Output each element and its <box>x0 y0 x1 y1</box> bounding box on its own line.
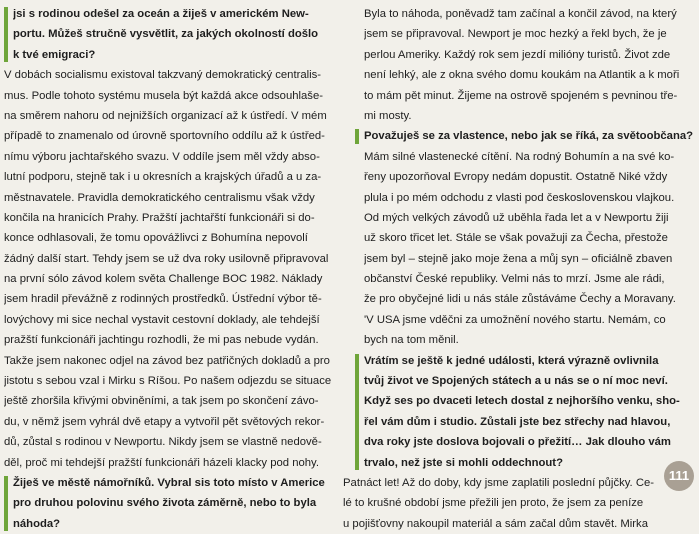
answer-line: u pojišťovny nakoupil materiál a sám začal dům stavět. Mirka <box>343 517 648 530</box>
question-fire <box>355 351 695 473</box>
answer-line: na první sólo závod kolem světa Challenge BOC 1982. Náklady <box>4 273 323 286</box>
question-patriot <box>355 126 695 146</box>
question-line: náhoda? <box>13 517 61 530</box>
answer-emigration <box>4 65 338 473</box>
page-number-badge: 111 <box>664 461 694 491</box>
question-line: dva roky jste doslova bojovali o přežití… Jak dlouho vám <box>364 436 671 449</box>
answer-line: bych na tom měnil. <box>364 334 459 347</box>
answer-line: mus. Podle tohoto systému musela být každá akce odsouhlaše- <box>4 89 323 102</box>
question-emigration <box>4 4 338 65</box>
answer-line: jsem se připravoval. Newport je moc hezký a řekl bych, že je <box>364 28 667 41</box>
answer-line: končila na hranicích Prahy. Pražští jachtařští funkcionáři si do- <box>4 211 315 224</box>
answer-line: du, v němž jsem vyhrál dvě etapy a vytvořil pět světových rekor- <box>4 415 325 428</box>
answer-patriot <box>343 147 695 351</box>
question-line: Vrátím se ještě k jedné události, která výrazně ovlivnila <box>364 354 659 367</box>
answer-line: žádný další start. Tehdy jsem se už dva roky usilovně připravoval <box>4 252 329 265</box>
answer-fire <box>343 473 695 534</box>
question-line: portu. Můžeš stručně vysvětlit, za jakých okolností došlo <box>13 28 319 41</box>
question-line: k tvé emigraci? <box>13 48 96 61</box>
answer-line: jistotu s sebou vzal i Mirku s Ríšou. Po našem odjezdu se situace <box>4 375 332 388</box>
answer-line: pražští funkcionáři jachtingu rozhodli, že mi pas nebude vydán. <box>4 334 319 347</box>
answer-line: jsem byl – stejně jako moje žena a můj syn – oficiálně zbaven <box>364 252 673 265</box>
right-column <box>343 4 695 534</box>
answer-line: není lehký, ale z okna svého domu koukám na Atlantik a k moři <box>364 69 680 82</box>
question-line: Žiješ ve městě námořníků. Vybral sis toto místo v Americe <box>13 476 325 489</box>
answer-line: konce odhlasovali, že tomu opovážlivci z Bohumína nepovolí <box>4 232 308 245</box>
answer-line: nímu výboru jachtařského svazu. V oddíle jsem měl vždy abso- <box>4 150 320 163</box>
answer-line: plula i po mém odchodu z vlasti pod československou vlajkou. <box>364 191 675 204</box>
answer-line: Mám silné vlastenecké cítění. Na rodný Bohumín a na své ko- <box>364 150 675 163</box>
answer-line: městnavatele. Pravidla demokratického centralismu však vždy <box>4 191 315 204</box>
answer-line: Od mých velkých závodů už uběhla řada let a v Newportu žiji <box>364 211 669 224</box>
question-line: tvůj život ve Spojených státech a u nás se o ní moc neví. <box>364 375 668 388</box>
answer-line: že pro obyčejné lidi u nás stále zůstáváme Čechy a Moravany. <box>364 293 676 306</box>
answer-line: Takže jsem nakonec odjel na závod bez patřičných dokladů a pro <box>4 354 330 367</box>
answer-line: jsem hradil převážně z rodinných prostředků. Ústřední výbor tě- <box>4 293 322 306</box>
answer-line: dů, zůstal s rodinou v Newportu. Nikdy jsem se vlastně nedově- <box>4 436 322 449</box>
answer-line: Patnáct let! Až do doby, kdy jsme zaplatili poslední půjčky. Ce- <box>343 476 655 489</box>
left-column <box>4 4 338 534</box>
question-line: trvalo, než jste si mohli oddechnout? <box>364 456 563 469</box>
answer-line: na směrem nahoru od nejnižších organizací až k ústředí. V mém <box>4 109 327 122</box>
question-line: jsi s rodinou odešel za oceán a žiješ v americkém New- <box>13 8 309 20</box>
answer-line: 'V USA jsme vděčni za umožnění nového startu. Nemám, co <box>364 313 666 326</box>
question-line: Když ses po dvaceti letech dostal z nejhoršího venku, sho- <box>364 395 680 408</box>
answer-line: mi mosty. <box>364 109 412 122</box>
answer-line: řeny upozorňoval Evropy nedám dopustit. Ostatně Niké vždy <box>364 171 668 184</box>
answer-line: Byla to náhoda, poněvadž tam začínal a končil závod, na který <box>364 8 677 20</box>
answer-line: V dobách socialismu existoval takzvaný demokratický centralis- <box>4 69 322 82</box>
answer-line: lutní podporu, stejně tak i u okresních a krajských úřadů a u za- <box>4 171 322 184</box>
answer-line: občanství České republiky. Velmi nás to mrzí. Jsme ale rádi, <box>364 273 665 286</box>
question-newport <box>4 473 338 534</box>
question-line: Považuješ se za vlastence, nebo jak se říká, za světoobčana? <box>364 130 694 143</box>
answer-line: to mám pět minut. Žijeme na ostrově spojeném s pevninou tře- <box>364 89 678 102</box>
answer-line: děl, proč mi tehdejší pražští funkcionáři házeli klacky pod nohy. <box>4 456 320 469</box>
answer-newport <box>343 4 695 126</box>
answer-line: perlou Ameriky. Každý rok sem jezdí milióny turistů. Život zde <box>364 48 671 61</box>
answer-line: lovýchovy mi sice nechal vystavit cestovní doklady, ale tehdejší <box>4 313 320 326</box>
question-line: pro druhou polovinu svého života záměrně, nebo to byla <box>13 497 317 510</box>
answer-line: lé to krušné období jsme přežili jen proto, že jsem za peníze <box>343 497 644 510</box>
answer-line: případě to znamenalo od úrovně sportovního oddílu až k ústřed- <box>4 130 325 143</box>
question-line: řel vám dům i studio. Zůstali jste bez střechy nad hlavou, <box>364 415 671 428</box>
answer-line: už skoro třicet let. Stále se však považuji za Čecha, přestože <box>364 232 668 245</box>
answer-line: ještě zhoršila křivými obviněními, a tak jsem po skončení závo- <box>4 395 319 408</box>
